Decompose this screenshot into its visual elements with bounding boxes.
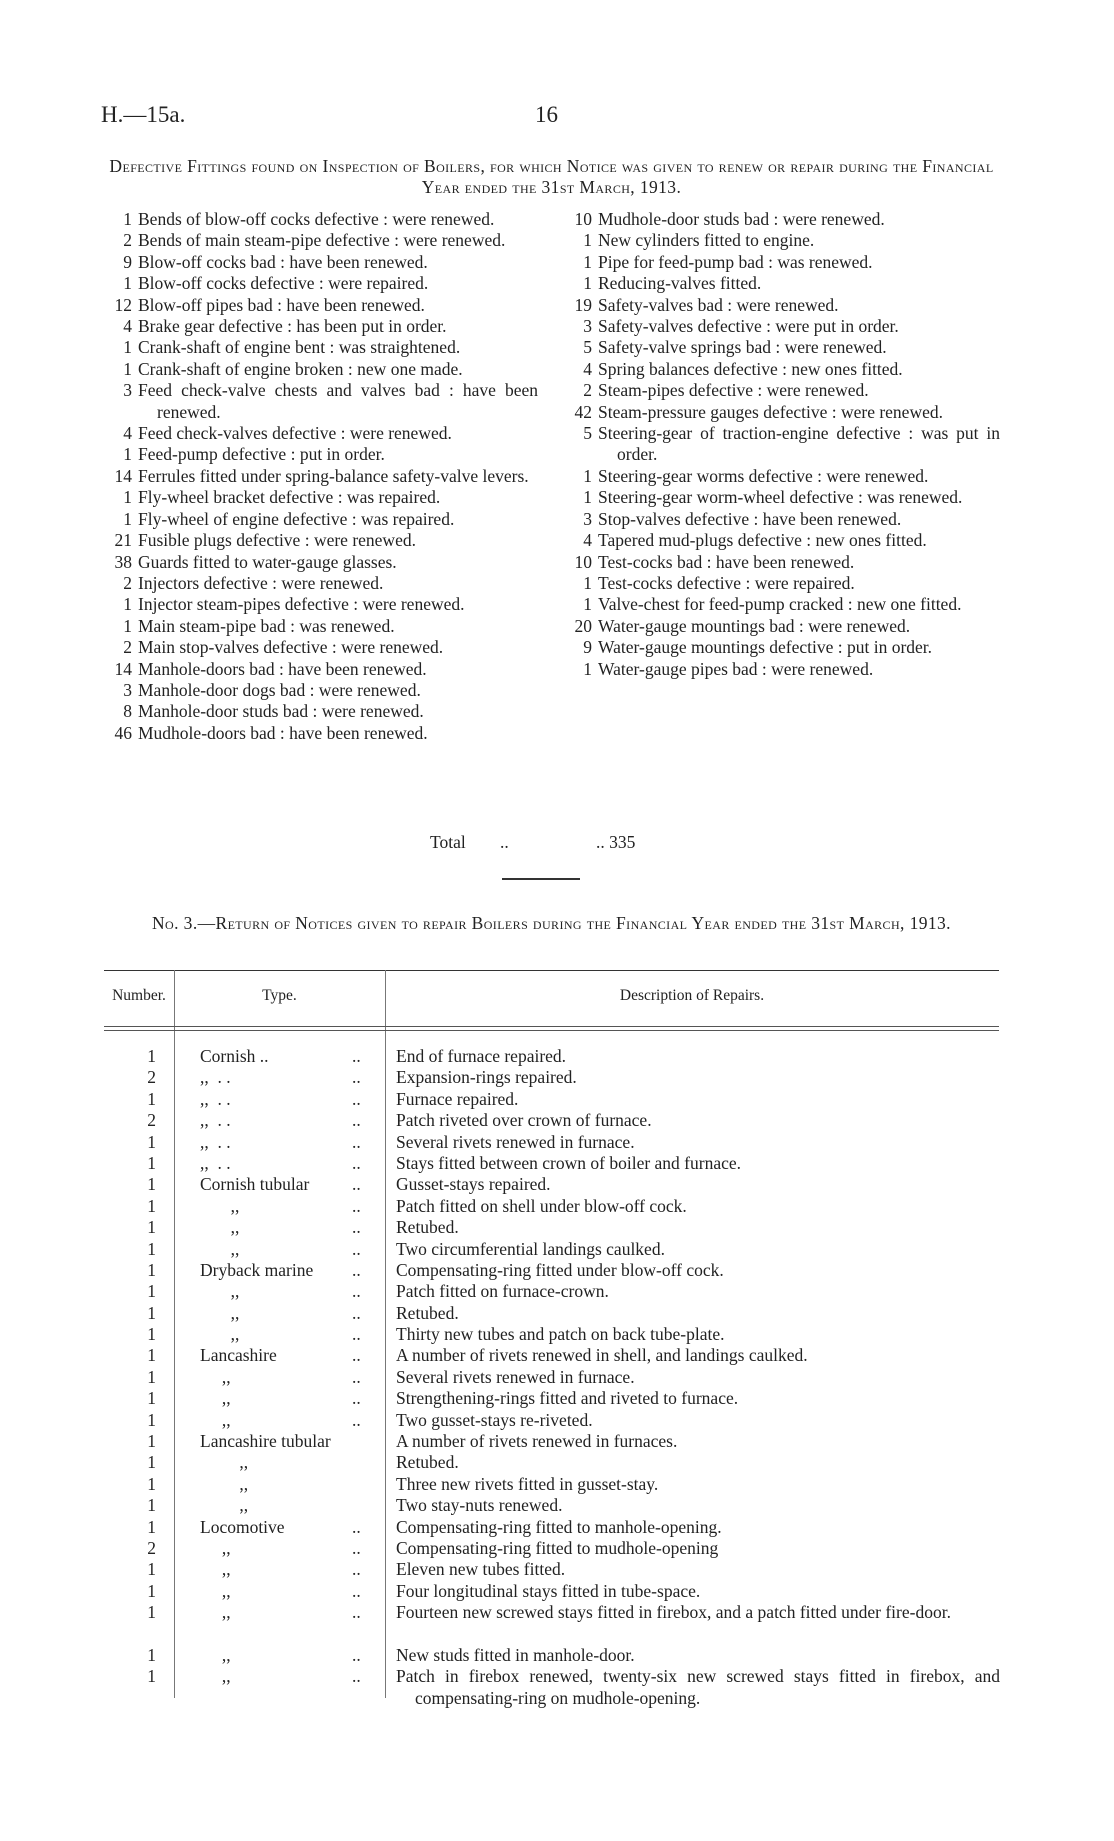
fitting-item <box>564 509 1000 530</box>
fitting-description: Pipe for feed-pump bad : was renewed. <box>598 251 873 272</box>
fitting-description: Feed check-valves defective : were renewed. <box>138 423 452 444</box>
description-cell: Compensating-ring fitted to manhole-opening. <box>396 1516 722 1537</box>
table-row <box>104 1431 999 1452</box>
fitting-description: Fly-wheel bracket defective : was repaired. <box>138 487 441 508</box>
fitting-count: 1 <box>583 273 592 294</box>
fitting-description: Blow-off cocks defective : were repaired. <box>138 273 429 294</box>
description-cell: New studs fitted in manhole-door. <box>396 1644 635 1665</box>
fitting-item <box>564 209 1000 230</box>
fitting-count: 1 <box>583 251 592 272</box>
description-cell: End of furnace repaired. <box>396 1046 567 1066</box>
leader-dots: .. <box>352 1366 361 1387</box>
table-body <box>104 1046 999 1709</box>
number-cell: 1 <box>147 1666 156 1687</box>
fitting-item <box>564 530 1000 551</box>
fitting-count: 5 <box>583 423 592 444</box>
fitting-count: 14 <box>114 658 132 679</box>
fitting-description: Spring balances defective : new ones fitted. <box>598 358 903 379</box>
fitting-count: 1 <box>583 230 592 251</box>
leader-dots: .. <box>352 1110 361 1131</box>
description-cell: Stays fitted between crown of boiler and furnace. <box>396 1152 742 1173</box>
leader-dots: .. <box>352 1559 361 1580</box>
number-cell: 1 <box>147 1131 156 1152</box>
fitting-item <box>104 509 538 530</box>
number-cell: 1 <box>147 1281 156 1302</box>
fitting-item <box>104 444 538 465</box>
fitting-description: Tapered mud-plugs defective : new ones fitted. <box>598 530 927 551</box>
description-cell: Gusset-stays repaired. <box>396 1174 551 1195</box>
description-cell: Four longitudinal stays fitted in tube-space. <box>396 1580 701 1601</box>
description-cell: Patch fitted on shell under blow-off cock. <box>396 1195 687 1216</box>
table-row <box>104 1324 999 1345</box>
fitting-item <box>104 273 538 294</box>
fitting-description: Steam-pressure gauges defective : were renewed. <box>598 401 943 422</box>
fitting-item <box>104 230 538 251</box>
fitting-count: 38 <box>114 551 132 572</box>
description-cell: Several rivets renewed in furnace. <box>396 1366 635 1387</box>
description-cell: Compensating-ring fitted to mudhole-opening <box>396 1537 719 1558</box>
fitting-count: 1 <box>123 358 132 379</box>
fitting-description: Manhole-door dogs bad : were renewed. <box>138 679 421 700</box>
type-cell: Cornish tubular <box>200 1174 310 1195</box>
description-cell: Retubed. <box>396 1302 459 1323</box>
fitting-description: Mudhole-doors bad : have been renewed. <box>138 722 428 743</box>
description-cell: A number of rivets renewed in shell, and landings caulked. <box>396 1345 808 1366</box>
fitting-item <box>104 209 538 230</box>
fitting-description: Guards fitted to water-gauge glasses. <box>138 551 397 572</box>
fitting-item <box>104 616 538 637</box>
fitting-item <box>104 573 538 594</box>
number-cell: 1 <box>147 1388 156 1409</box>
fitting-count: 12 <box>114 294 132 315</box>
number-cell: 1 <box>147 1152 156 1173</box>
fitting-item <box>564 273 1000 294</box>
type-cell: ,, <box>200 1644 231 1665</box>
leader-dots: .. <box>352 1131 361 1152</box>
fitting-count: 1 <box>123 273 132 294</box>
table-row <box>104 1645 999 1666</box>
fitting-count: 20 <box>574 615 592 636</box>
description-cell: Expansion-rings repaired. <box>396 1067 577 1088</box>
table-row <box>104 1474 999 1495</box>
number-cell: 1 <box>147 1259 156 1280</box>
leader-dots: .. <box>352 1602 361 1623</box>
fitting-item <box>564 402 1000 423</box>
fitting-item <box>564 359 1000 380</box>
leader-dots: .. <box>352 1666 361 1687</box>
fitting-description: Safety-valve springs bad : were renewed. <box>598 337 887 358</box>
fitting-count: 1 <box>123 594 132 615</box>
type-cell: ,, . . <box>200 1152 231 1173</box>
type-cell: ,, <box>200 1195 240 1216</box>
fitting-description: New cylinders fitted to engine. <box>598 230 815 251</box>
type-cell: ,, <box>200 1537 231 1558</box>
fitting-count: 1 <box>123 337 132 358</box>
fitting-description: Injectors defective : were renewed. <box>138 572 384 593</box>
leader-dots: .. <box>352 1537 361 1558</box>
table-row <box>104 1046 999 1067</box>
fitting-description: Feed check-valve chests and valves bad : have been renewed. <box>138 380 538 422</box>
number-cell: 1 <box>147 1495 156 1516</box>
fitting-description: Steam-pipes defective : were renewed. <box>598 380 869 401</box>
type-cell: ,, <box>200 1495 249 1516</box>
fitting-item <box>564 487 1000 508</box>
fitting-item <box>104 680 538 701</box>
fitting-item <box>104 359 538 380</box>
description-cell: Two circumferential landings caulked. <box>396 1238 665 1259</box>
fitting-item <box>564 637 1000 658</box>
fitting-item <box>564 337 1000 358</box>
page-number: 16 <box>535 102 558 127</box>
table-row <box>104 1345 999 1366</box>
fitting-count: 2 <box>123 230 132 251</box>
leader-dots: .. <box>352 1088 361 1109</box>
fitting-count: 2 <box>123 572 132 593</box>
fitting-description: Blow-off cocks bad : have been renewed. <box>138 251 428 272</box>
leader-dots: .. <box>352 1152 361 1173</box>
table-row <box>104 1602 999 1645</box>
section1-title: Defective Fittings found on Inspection of Boilers, for which Notice was given to renew or repair during the Financial Year ended the 31st March, 1913. <box>109 156 994 197</box>
section-divider <box>502 878 580 880</box>
table-row <box>104 1067 999 1088</box>
table-row <box>104 1239 999 1260</box>
fitting-count: 1 <box>583 594 592 615</box>
leader-dots: .. <box>352 1281 361 1302</box>
leader-dots: .. <box>352 1345 361 1366</box>
fitting-count: 1 <box>583 487 592 508</box>
fitting-description: Ferrules fitted under spring-balance safety-valve levers. <box>138 465 529 486</box>
description-cell: Fourteen new screwed stays fitted in firebox, and a patch fitted under fire-door. <box>396 1602 951 1623</box>
fitting-count: 14 <box>114 465 132 486</box>
fitting-item <box>104 423 538 444</box>
number-cell: 1 <box>147 1088 156 1109</box>
table-row <box>104 1196 999 1217</box>
type-cell: ,, <box>200 1302 240 1323</box>
fitting-description: Mudhole-door studs bad : were renewed. <box>598 209 885 229</box>
type-cell: ,, . . <box>200 1088 231 1109</box>
number-cell: 1 <box>147 1473 156 1494</box>
fitting-item <box>564 573 1000 594</box>
fitting-item <box>564 230 1000 251</box>
type-cell: ,, <box>200 1666 231 1687</box>
fitting-item <box>104 659 538 680</box>
fitting-description: Injector steam-pipes defective : were renewed. <box>138 594 465 615</box>
table-top-rule <box>104 970 999 971</box>
description-cell: Patch in firebox renewed, twenty-six new screwed stays fitted in firebox, and compensating-ring on mudhole-opening. <box>396 1666 1000 1708</box>
table-row <box>104 1303 999 1324</box>
fitting-item <box>564 380 1000 401</box>
document-code: H.—15a. <box>101 102 186 127</box>
description-cell: Patch riveted over crown of furnace. <box>396 1110 652 1131</box>
table-row <box>104 1410 999 1431</box>
description-cell: Three new rivets fitted in gusset-stay. <box>396 1473 659 1494</box>
table-row <box>104 1132 999 1153</box>
fitting-item <box>104 295 538 316</box>
number-cell: 2 <box>147 1067 156 1088</box>
fitting-item <box>104 594 538 615</box>
fitting-item <box>104 487 538 508</box>
fitting-count: 1 <box>583 658 592 679</box>
number-cell: 1 <box>147 1559 156 1580</box>
number-cell: 1 <box>147 1431 156 1452</box>
number-cell: 1 <box>147 1644 156 1665</box>
table-row <box>104 1110 999 1131</box>
table-row <box>104 1153 999 1174</box>
fitting-item <box>564 316 1000 337</box>
table-row <box>104 1089 999 1110</box>
description-cell: Several rivets renewed in furnace. <box>396 1131 635 1152</box>
fitting-description: Water-gauge mountings defective : put in order. <box>598 637 933 658</box>
fitting-description: Brake gear defective : has been put in order. <box>138 316 447 337</box>
description-cell: Eleven new tubes fitted. <box>396 1559 566 1580</box>
fitting-item <box>564 659 1000 680</box>
fitting-item <box>104 252 538 273</box>
fitting-count: 2 <box>123 637 132 658</box>
number-cell: 1 <box>147 1366 156 1387</box>
fitting-description: Fusible plugs defective : were renewed. <box>138 530 416 551</box>
leader-dots: .. <box>352 1580 361 1601</box>
number-cell: 1 <box>147 1580 156 1601</box>
type-cell: ,, <box>200 1602 231 1623</box>
description-cell: Thirty new tubes and patch on back tube-plate. <box>396 1324 725 1345</box>
number-cell: 1 <box>147 1217 156 1238</box>
fitting-item <box>104 637 538 658</box>
fitting-count: 1 <box>123 508 132 529</box>
type-cell: Cornish .. <box>200 1046 269 1066</box>
number-cell: 1 <box>147 1409 156 1430</box>
fitting-item <box>104 701 538 722</box>
description-cell: Retubed. <box>396 1217 459 1238</box>
description-cell: Retubed. <box>396 1452 459 1473</box>
fitting-count: 8 <box>123 701 132 722</box>
fittings-left-column <box>104 209 538 744</box>
section2-title: No. 3.—Return of Notices given to repair Boilers during the Financial Year ended the 31st March, 1913. <box>152 913 951 933</box>
fitting-description: Valve-chest for feed-pump cracked : new one fitted. <box>598 594 962 615</box>
fitting-count: 4 <box>123 423 132 444</box>
fitting-item <box>564 594 1000 615</box>
fitting-description: Water-gauge pipes bad : were renewed. <box>598 658 874 679</box>
leader-dots: .. <box>352 1388 361 1409</box>
type-cell: ,, <box>200 1452 249 1473</box>
fitting-description: Manhole-door studs bad : were renewed. <box>138 701 424 722</box>
table-row <box>104 1388 999 1409</box>
type-cell: ,, <box>200 1580 231 1601</box>
fitting-item <box>104 316 538 337</box>
fitting-description: Crank-shaft of engine broken : new one made. <box>138 358 463 379</box>
fitting-description: Water-gauge mountings bad : were renewed. <box>598 615 911 636</box>
leader-dots: .. <box>352 1217 361 1238</box>
leader-dots: .. <box>352 1302 361 1323</box>
type-cell: ,, <box>200 1238 240 1259</box>
description-cell: Patch fitted on furnace-crown. <box>396 1281 609 1302</box>
type-cell: ,, <box>200 1559 231 1580</box>
fitting-count: 10 <box>574 209 592 229</box>
fitting-description: Bends of blow-off cocks defective : were renewed. <box>138 209 495 229</box>
header-type: Type. <box>262 987 297 1004</box>
fitting-description: Stop-valves defective : have been renewed. <box>598 508 902 529</box>
type-cell: Lancashire tubular <box>200 1431 331 1452</box>
type-cell: ,, . . <box>200 1110 231 1131</box>
leader-dots: .. <box>352 1259 361 1280</box>
fitting-count: 4 <box>123 316 132 337</box>
fitting-description: Steering-gear worms defective : were renewed. <box>598 465 929 486</box>
number-cell: 1 <box>147 1302 156 1323</box>
fitting-item <box>104 723 538 744</box>
fitting-description: Steering-gear of traction-engine defective : was put in order. <box>598 423 1000 465</box>
table-row <box>104 1559 999 1580</box>
fitting-description: Main stop-valves defective : were renewed. <box>138 637 444 658</box>
fitting-description: Feed-pump defective : put in order. <box>138 444 385 465</box>
fitting-item <box>564 252 1000 273</box>
fitting-count: 9 <box>123 251 132 272</box>
fitting-description: Fly-wheel of engine defective : was repaired. <box>138 508 455 529</box>
fitting-description: Main steam-pipe bad : was renewed. <box>138 615 395 636</box>
leader-dots: .. <box>352 1046 361 1066</box>
type-cell: ,, <box>200 1324 240 1345</box>
type-cell: ,, <box>200 1366 231 1387</box>
number-cell: 1 <box>147 1046 156 1066</box>
fitting-count: 1 <box>123 444 132 465</box>
table-row <box>104 1517 999 1538</box>
fitting-description: Safety-valves defective : were put in order. <box>598 316 899 337</box>
leader-dots: .. <box>352 1195 361 1216</box>
leader-dots: .. <box>352 1174 361 1195</box>
fitting-count: 3 <box>123 679 132 700</box>
fitting-item <box>564 423 1000 466</box>
fitting-count: 46 <box>114 722 132 743</box>
number-cell: 2 <box>147 1537 156 1558</box>
fitting-item <box>104 380 538 423</box>
fitting-count: 42 <box>574 401 592 422</box>
description-cell: A number of rivets renewed in furnaces. <box>396 1431 678 1452</box>
total-value: .. 335 <box>596 832 636 852</box>
fitting-count: 10 <box>574 551 592 572</box>
type-cell: Lancashire <box>200 1345 277 1366</box>
fitting-description: Test-cocks bad : have been renewed. <box>598 551 855 572</box>
fitting-item <box>564 616 1000 637</box>
leader-dots: .. <box>352 1516 361 1537</box>
table-row <box>104 1174 999 1195</box>
leader-dots: .. <box>352 1324 361 1345</box>
type-cell: ,, <box>200 1281 240 1302</box>
fitting-description: Test-cocks defective : were repaired. <box>598 572 855 593</box>
number-cell: 1 <box>147 1516 156 1537</box>
fitting-description: Blow-off pipes bad : have been renewed. <box>138 294 425 315</box>
table-row <box>104 1666 999 1709</box>
table-row <box>104 1367 999 1388</box>
type-cell: ,, . . <box>200 1131 231 1152</box>
fitting-count: 4 <box>583 358 592 379</box>
fitting-item <box>564 295 1000 316</box>
fitting-description: Reducing-valves fitted. <box>598 273 762 294</box>
fitting-item <box>104 530 538 551</box>
type-cell: ,, <box>200 1388 231 1409</box>
fitting-count: 1 <box>583 572 592 593</box>
number-cell: 1 <box>147 1324 156 1345</box>
fitting-count: 3 <box>583 316 592 337</box>
fitting-count: 2 <box>583 380 592 401</box>
header-number: Number. <box>112 987 166 1004</box>
leader-dots: .. <box>352 1644 361 1665</box>
fitting-description: Steering-gear worm-wheel defective : was renewed. <box>598 487 963 508</box>
type-cell: ,, . . <box>200 1067 231 1088</box>
table-row <box>104 1281 999 1302</box>
fittings-right-column <box>564 209 1000 680</box>
fitting-count: 19 <box>574 294 592 315</box>
fitting-item <box>564 552 1000 573</box>
fitting-count: 1 <box>123 487 132 508</box>
number-cell: 1 <box>147 1174 156 1195</box>
header-rule <box>104 1026 999 1027</box>
fitting-count: 1 <box>123 615 132 636</box>
description-cell: Compensating-ring fitted under blow-off cock. <box>396 1259 724 1280</box>
number-cell: 2 <box>147 1110 156 1131</box>
type-cell: ,, <box>200 1217 240 1238</box>
type-cell: ,, <box>200 1473 249 1494</box>
type-cell: Dryback marine <box>200 1259 314 1280</box>
fitting-count: 5 <box>583 337 592 358</box>
description-cell: Two gusset-stays re-riveted. <box>396 1409 593 1430</box>
fitting-description: Bends of main steam-pipe defective : were renewed. <box>138 230 506 251</box>
fitting-count: 3 <box>123 380 132 401</box>
table-row <box>104 1452 999 1473</box>
description-cell: Furnace repaired. <box>396 1088 519 1109</box>
fitting-description: Manhole-doors bad : have been renewed. <box>138 658 427 679</box>
total-label: Total <box>430 832 466 852</box>
number-cell: 1 <box>147 1195 156 1216</box>
table-row <box>104 1581 999 1602</box>
header-description: Description of Repairs. <box>619 987 765 1004</box>
fitting-count: 4 <box>583 530 592 551</box>
fitting-count: 1 <box>123 209 132 229</box>
leader-dots: .. <box>352 1238 361 1259</box>
description-cell: Strengthening-rings fitted and riveted to furnace. <box>396 1388 739 1409</box>
type-cell: Locomotive <box>200 1516 285 1537</box>
number-cell: 1 <box>147 1345 156 1366</box>
fitting-description: Safety-valves bad : were renewed. <box>598 294 839 315</box>
leader-dots: .. <box>352 1067 361 1088</box>
number-cell: 1 <box>147 1238 156 1259</box>
leader-dots: .. <box>352 1409 361 1430</box>
fitting-count: 3 <box>583 508 592 529</box>
table-row <box>104 1495 999 1516</box>
number-cell: 1 <box>147 1602 156 1623</box>
table-row <box>104 1538 999 1559</box>
description-cell: Two stay-nuts renewed. <box>396 1495 563 1516</box>
fitting-item <box>564 466 1000 487</box>
fitting-count: 21 <box>114 530 132 551</box>
table-row <box>104 1260 999 1281</box>
number-cell: 1 <box>147 1452 156 1473</box>
fitting-count: 1 <box>583 465 592 486</box>
fitting-item <box>104 552 538 573</box>
header-rule <box>104 1030 999 1031</box>
fitting-item <box>104 337 538 358</box>
table-row <box>104 1217 999 1238</box>
fitting-description: Crank-shaft of engine bent : was straightened. <box>138 337 461 358</box>
fitting-item <box>104 466 538 487</box>
total-dots: .. <box>500 832 509 852</box>
type-cell: ,, <box>200 1409 231 1430</box>
fitting-count: 9 <box>583 637 592 658</box>
